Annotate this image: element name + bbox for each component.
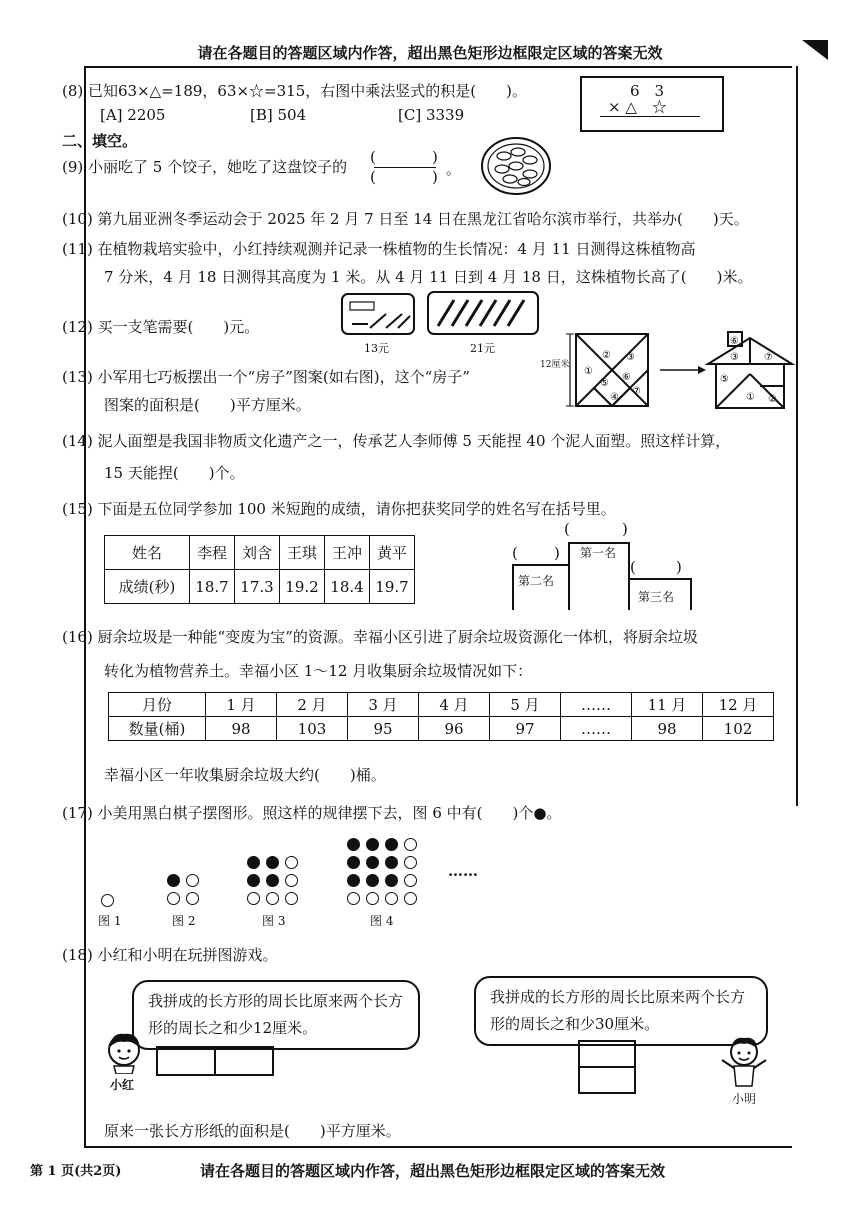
score-cell: 18.4 (325, 570, 370, 604)
name-cell: 李程 (190, 536, 235, 570)
value-cell: 97 (490, 717, 561, 741)
svg-text:③: ③ (730, 352, 739, 363)
tangram-side-length-label: 12厘米 (540, 360, 570, 370)
value-cell: 96 (419, 717, 490, 741)
pattern-ellipsis: …… (448, 862, 478, 880)
price-label-2: 21元 (470, 342, 495, 355)
month-cell: 5 月 (490, 693, 561, 717)
svg-text:⑥: ⑥ (622, 372, 631, 383)
table-row-header: 成绩(秒) (105, 570, 190, 604)
podium-first-label: 第一名 (580, 546, 617, 560)
pen-box-21yuan-image (426, 290, 540, 336)
question-18-text: (18) 小红和小明在玩拼图游戏。 (62, 946, 278, 964)
svg-text:⑤: ⑤ (600, 378, 609, 389)
xiaoming-rectangle-bottom (578, 1066, 636, 1094)
svg-text:①: ① (584, 366, 593, 377)
question-12-text: (12) 买一支笔需要( )元。 (62, 318, 260, 336)
q9-fraction-blank[interactable] (368, 148, 444, 188)
xiaoming-avatar (718, 1034, 770, 1092)
question-16-line2: 转化为植物营养土。幸福小区 1～12 月收集厨余垃圾情况如下： (104, 662, 533, 680)
question-15-text: (15) 下面是五位同学参加 100 米短跑的成绩，请你把获奖同学的姓名写在括号里。 (62, 500, 616, 518)
answer-area-right-border (796, 66, 798, 806)
footer-notice: 请在各题目的答题区域内作答，超出黑色矩形边框限定区域的答案无效 (200, 1162, 666, 1180)
q8-fig-multiplier: × △ ☆ (608, 98, 667, 116)
question-13-line1: (13) 小军用七巧板摆出一个“房子”图案(如右图)，这个“房子” (62, 368, 470, 386)
pattern-figure-1 (98, 892, 117, 910)
name-cell: 黄平 (370, 536, 415, 570)
month-cell: 4 月 (419, 693, 490, 717)
question-17-text: (17) 小美用黑白棋子摆图形。照这样的规律摆下去，图 6 中有( )个●。 (62, 804, 562, 822)
podium-figure (512, 520, 712, 610)
table-row-header: 数量(桶) (109, 717, 206, 741)
podium-third-label: 第三名 (638, 590, 675, 604)
pattern-figure-3 (244, 854, 301, 908)
q8-fig-underline (600, 116, 700, 117)
value-cell: 95 (348, 717, 419, 741)
xiaohong-rectangle-right (214, 1046, 274, 1076)
question-10-text: (10) 第九届亚洲冬季运动会于 2025 年 2 月 7 日至 14 日在黑龙江省哈尔滨市举行，共举办( )天。 (62, 210, 749, 228)
question-16-answer: 幸福小区一年收集厨余垃圾大约( )桶。 (104, 766, 386, 784)
table-row-header: 月份 (109, 693, 206, 717)
pattern-figure-4 (344, 836, 420, 908)
podium-first-paren-open[interactable]: ( (564, 520, 570, 538)
month-cell: …… (561, 693, 632, 717)
value-cell: …… (561, 717, 632, 741)
podium-first-paren-close[interactable]: ) (622, 520, 628, 538)
svg-text:⑥: ⑥ (730, 336, 739, 347)
q9-fraction-bar (374, 167, 436, 168)
speech-bubble-xiaoming: 我拼成的长方形的周长比原来两个长方形的周长之和少30厘米。 (474, 976, 768, 1046)
value-cell: 102 (703, 717, 774, 741)
pen-box-13yuan-image (340, 292, 416, 336)
q8-vertical-multiplication-figure (580, 76, 724, 132)
value-cell: 98 (632, 717, 703, 741)
question-8-text: (8) 已知63×△=189，63×☆=315，右图中乘法竖式的积是( )。 (62, 82, 527, 100)
q9-tail: 。 (446, 160, 462, 178)
q9-frac-bot-close: ) (432, 168, 438, 186)
corner-marker (802, 40, 828, 60)
podium-third-paren-open[interactable]: ( (630, 558, 636, 576)
svg-text:②: ② (768, 394, 777, 405)
question-14-line2: 15 天能捏( )个。 (104, 464, 245, 482)
score-cell: 18.7 (190, 570, 235, 604)
question-18-answer: 原来一张长方形纸的面积是( )平方厘米。 (104, 1122, 401, 1140)
month-cell: 1 月 (206, 693, 277, 717)
race-result-table (104, 535, 415, 604)
question-11-line1: (11) 在植物栽培实验中，小红持续观测并记录一株植物的生长情况：4 月 11 日测得这株植物高 (62, 240, 696, 258)
q9-frac-top-open: ( (370, 148, 376, 166)
q9-frac-bot-open: ( (370, 168, 376, 186)
svg-text:⑦: ⑦ (764, 352, 773, 363)
svg-text:⑦: ⑦ (632, 386, 641, 397)
month-cell: 12 月 (703, 693, 774, 717)
name-cell: 王冲 (325, 536, 370, 570)
podium-second-paren-close[interactable]: ) (554, 544, 560, 562)
value-cell: 98 (206, 717, 277, 741)
xiaoming-rectangle-top (578, 1040, 636, 1068)
pattern-figure-2 (164, 872, 202, 908)
svg-text:②: ② (602, 350, 611, 361)
question-13-line2: 图案的面积是( )平方厘米。 (104, 396, 311, 414)
xiaohong-rectangle-left (156, 1046, 216, 1076)
page-number: 第 1 页(共2页) (30, 1164, 122, 1179)
section-2-title: 二、填空。 (62, 132, 138, 150)
month-cell: 2 月 (277, 693, 348, 717)
svg-text:③: ③ (626, 352, 635, 363)
table-row-header: 姓名 (105, 536, 190, 570)
podium-second-paren-open[interactable]: ( (512, 544, 518, 562)
figure-1-label: 图 1 (98, 914, 122, 928)
question-16-line1: (16) 厨余垃圾是一种能“变废为宝”的资源。幸福小区引进了厨余垃圾资源化一体机，将厨余垃圾 (62, 628, 698, 646)
score-cell: 17.3 (235, 570, 280, 604)
score-cell: 19.2 (280, 570, 325, 604)
name-cell: 王琪 (280, 536, 325, 570)
dumpling-plate-image (480, 136, 552, 196)
question-9-text: (9) 小丽吃了 5 个饺子，她吃了这盘饺子的 (62, 158, 348, 176)
score-cell: 19.7 (370, 570, 415, 604)
q8-option-c[interactable]: [C] 3339 (398, 106, 465, 124)
value-cell: 103 (277, 717, 348, 741)
q8-fig-multiplicand: 6 3 (630, 82, 665, 100)
month-cell: 11 月 (632, 693, 703, 717)
figure-3-label: 图 3 (262, 914, 286, 928)
garbage-collection-table (108, 692, 774, 741)
xiaohong-name: 小红 (110, 1078, 135, 1092)
tangram-figure (560, 330, 796, 412)
q9-frac-top-close: ) (432, 148, 438, 166)
figure-2-label: 图 2 (172, 914, 196, 928)
price-label-1: 13元 (364, 342, 389, 355)
question-11-line2: 7 分米，4 月 18 日测得其高度为 1 米。从 4 月 11 日到 4 月 18 日，这株植物长高了( )米。 (104, 268, 753, 286)
podium-third-paren-close[interactable]: ) (676, 558, 682, 576)
q8-option-b[interactable]: [B] 504 (250, 106, 307, 124)
speech-bubble-xiaohong: 我拼成的长方形的周长比原来两个长方形的周长之和少12厘米。 (132, 980, 420, 1050)
xiaohong-avatar (102, 1030, 150, 1074)
q8-option-a[interactable]: [A] 2205 (100, 106, 166, 124)
svg-text:①: ① (746, 392, 755, 403)
svg-text:⑤: ⑤ (720, 374, 729, 385)
xiaoming-name: 小明 (732, 1092, 757, 1106)
name-cell: 刘含 (235, 536, 280, 570)
svg-text:④: ④ (610, 392, 619, 403)
month-cell: 3 月 (348, 693, 419, 717)
figure-4-label: 图 4 (370, 914, 394, 928)
podium-second-label: 第二名 (518, 574, 555, 588)
question-14-line1: (14) 泥人面塑是我国非物质文化遗产之一，传承艺人李师傅 5 天能捏 40 个泥人面塑。照这样计算， (62, 432, 731, 450)
header-notice: 请在各题目的答题区域内作答，超出黑色矩形边框限定区域的答案无效 (197, 44, 663, 62)
